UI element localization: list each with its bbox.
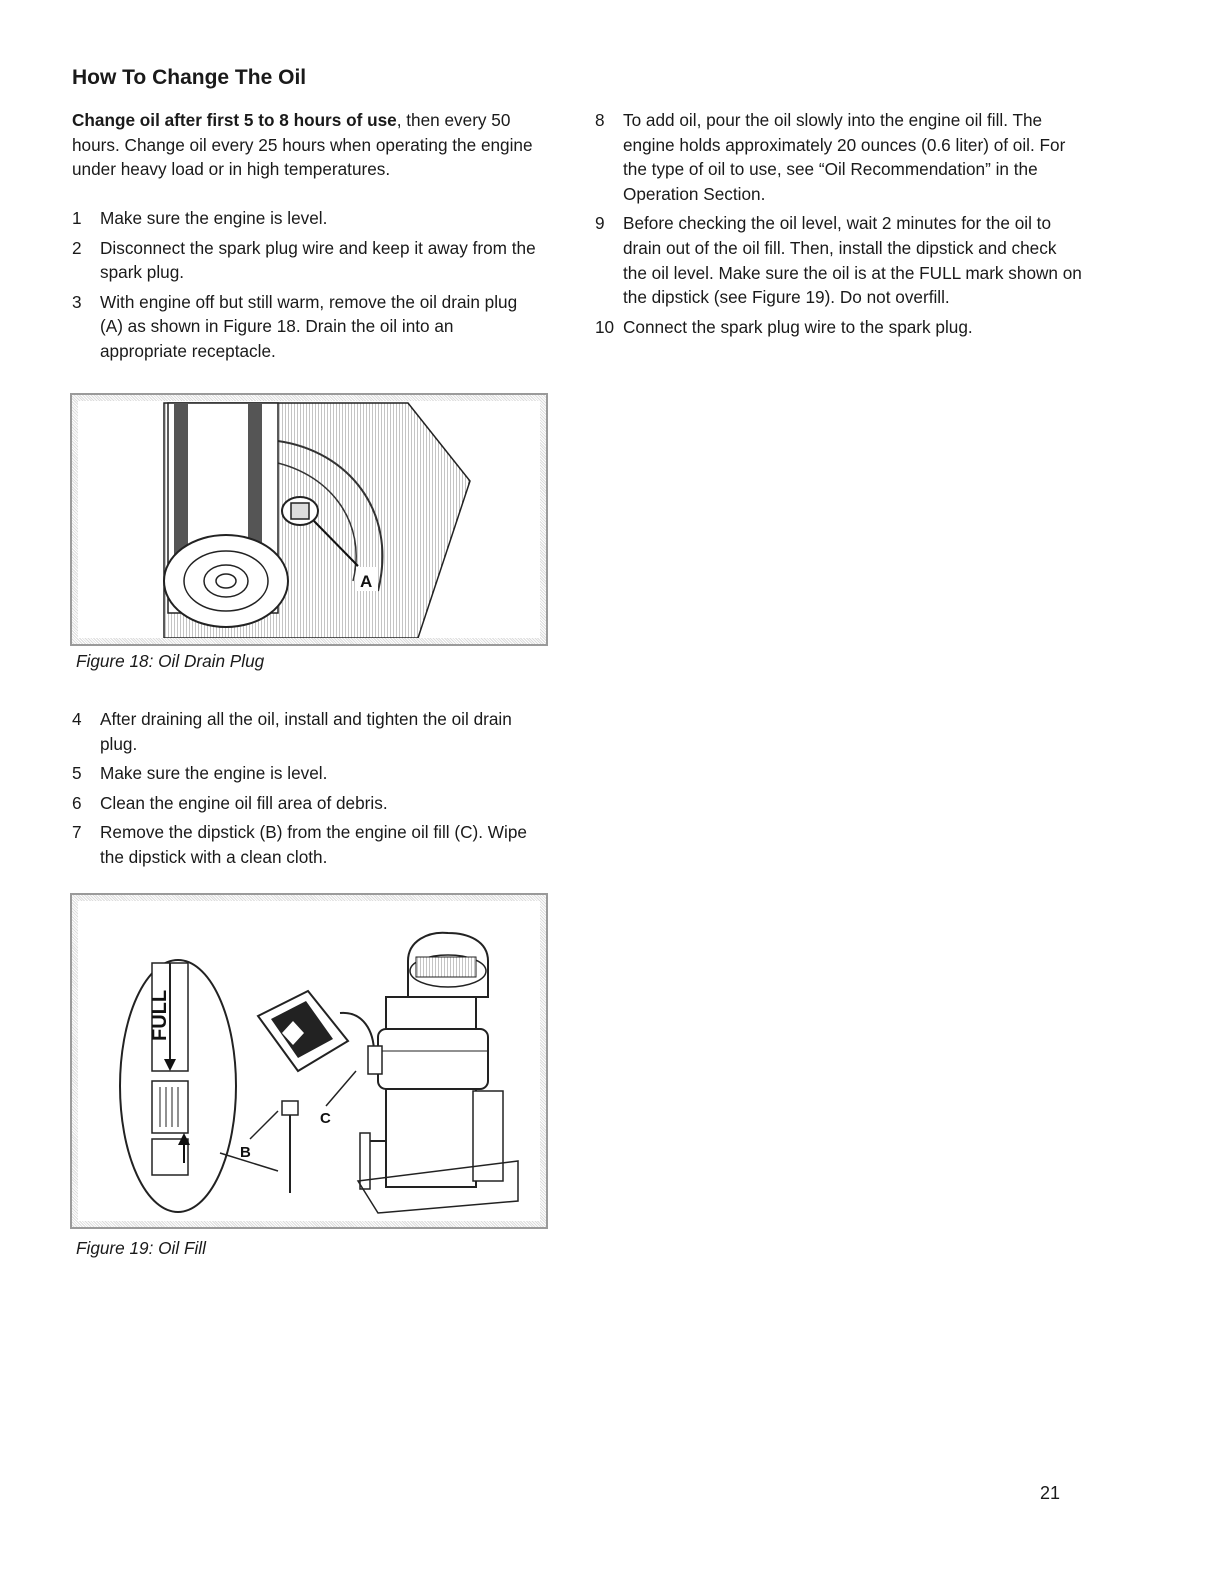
step-text: Make sure the engine is level. <box>100 208 328 228</box>
step-item <box>72 290 544 364</box>
step-item <box>72 206 544 231</box>
steps-list-8-10 <box>595 108 1085 344</box>
step-text: Remove the dipstick (B) from the engine oil fill (C). Wipe the dipstick with a clean cloth. <box>100 822 527 867</box>
step-text: Clean the engine oil fill area of debris. <box>100 792 388 813</box>
intro-text: , then every 50 hours. Change oil every 25 hours when operating the engine under heavy load or in high temperatures. <box>72 110 533 180</box>
steps-list-4-7 <box>72 707 544 875</box>
engine <box>358 933 518 1213</box>
step-number: 9 <box>595 213 605 234</box>
step-number: 4 <box>72 709 82 729</box>
intro-bold: Change oil after first 5 to 8 hours of use <box>72 110 397 130</box>
step-text: Make sure the engine is level. <box>100 763 328 784</box>
figure-18-oil-drain-plug <box>70 393 548 646</box>
page-title: How To Change The Oil <box>72 66 307 89</box>
oil-fill-illustration <box>78 901 540 1221</box>
callout-label-a: A <box>360 572 373 591</box>
step-text: Connect the spark plug wire to the spark plug. <box>623 316 973 337</box>
step-number: 1 <box>72 208 82 228</box>
step-number: 8 <box>595 110 605 130</box>
step-text: Disconnect the spark plug wire and keep it away from the spark plug. <box>100 237 536 283</box>
intro-paragraph <box>72 108 542 182</box>
oil-drain-plug-illustration <box>78 401 540 638</box>
step-item <box>595 108 1085 206</box>
figure-18-caption: Figure 18: Oil Drain Plug <box>76 651 265 671</box>
step-number: 5 <box>72 763 82 784</box>
step-item <box>595 315 1085 340</box>
figure-19-oil-fill <box>70 893 548 1229</box>
step-item <box>72 761 544 786</box>
dipstick <box>282 1101 298 1193</box>
page-number: 21 <box>1040 1483 1061 1503</box>
full-mark-label: FULL <box>149 989 171 1041</box>
step-number: 6 <box>72 792 82 813</box>
step-number: 7 <box>72 822 82 843</box>
step-text: With engine off but still warm, remove the oil drain plug (A) as shown in Figure 18. Drain the oil into an appropriate receptacle. <box>100 291 518 361</box>
step-number: 3 <box>72 291 82 312</box>
step-item <box>72 707 544 756</box>
step-item <box>72 236 544 285</box>
steps-list-1-3 <box>72 206 544 369</box>
step-text: After draining all the oil, install and tighten the oil drain plug. <box>100 709 512 754</box>
oil-bottle <box>258 991 374 1071</box>
step-number: 2 <box>72 237 82 258</box>
callout-label-b: B <box>240 1144 251 1161</box>
step-item <box>72 791 544 816</box>
step-item <box>72 820 544 869</box>
drain-plug <box>282 497 318 525</box>
callout-label-c: C <box>320 1110 331 1127</box>
figure-19-caption: Figure 19: Oil Fill <box>76 1238 206 1258</box>
step-text: Before checking the oil level, wait 2 minutes for the oil to drain out of the oil fill. Then, install the dipstick and check the oil level. Make sure the oil is at the FULL mark shown on the dipstick (see Figure 19). Do not overfill. <box>623 213 1082 308</box>
step-text: To add oil, pour the oil slowly into the engine oil fill. The engine holds approximately 20 ounces (0.6 liter) of oil. For the type of oil to use, see “Oil Recommendation” in the Operation Section. <box>623 110 1066 204</box>
step-item <box>595 211 1085 309</box>
step-number: 10 <box>595 316 615 337</box>
